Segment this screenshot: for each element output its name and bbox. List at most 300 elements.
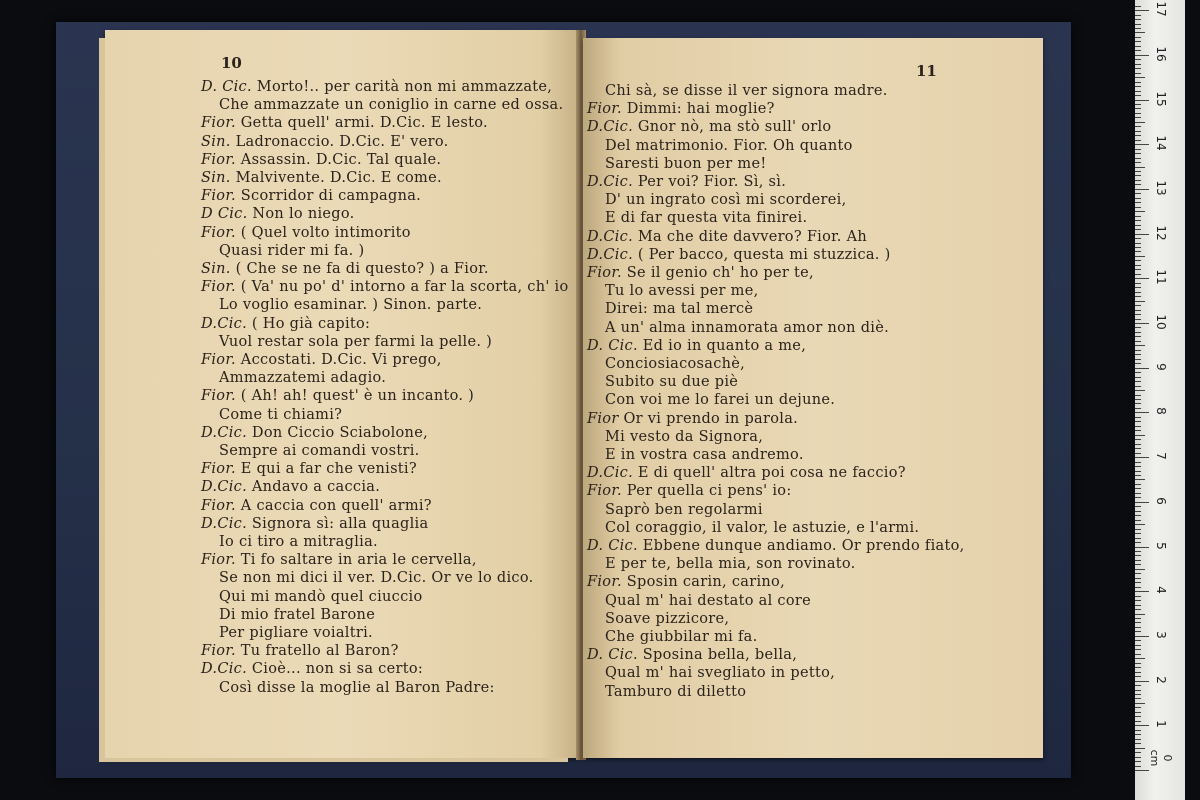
ruler-tick [1135, 395, 1141, 396]
ruler-tick [1135, 184, 1141, 185]
ruler-tick [1135, 573, 1141, 574]
line-text: Ammazzatemi adagio. [219, 370, 387, 387]
line-text: Saresti buon per me! [605, 155, 767, 172]
ruler-tick [1135, 430, 1141, 431]
text-line [605, 355, 745, 373]
line-text: Che giubbilar mi fa. [605, 629, 758, 645]
ruler-tick [1135, 712, 1141, 713]
ruler-tick [1135, 363, 1141, 364]
ruler-tick [1135, 555, 1141, 556]
line-text: Tu lo avessi per me, [605, 283, 759, 300]
text-line [201, 169, 442, 187]
ruler-tick [1135, 251, 1141, 252]
text-line [605, 683, 746, 701]
text-line [219, 296, 482, 314]
text-line [605, 373, 738, 391]
ruler-tick [1135, 721, 1141, 722]
line-text: Or vi prendo in parola. [618, 410, 799, 427]
text-line [605, 428, 763, 446]
line-text: E in vostra casa andremo. [605, 447, 804, 463]
ruler-tick [1135, 631, 1141, 632]
ruler-tick [1135, 359, 1141, 360]
ruler-tick [1135, 667, 1141, 668]
ruler-number: 13 [1154, 180, 1168, 196]
ruler-tick [1135, 502, 1149, 503]
ruler-tick [1135, 292, 1141, 293]
ruler-tick [1135, 336, 1141, 337]
text-line [201, 78, 552, 96]
text-line [587, 228, 867, 246]
speaker-name: Fior. [201, 151, 236, 168]
line-text: Soave pizzicore, [605, 610, 730, 627]
ruler-tick [1135, 19, 1141, 20]
line-text: Saprò ben regolarmi [605, 501, 763, 518]
line-text: A un' alma innamorata amor non diè. [605, 319, 890, 336]
text-line [201, 424, 428, 442]
ruler-tick [1135, 229, 1141, 230]
ruler-tick [1135, 716, 1141, 717]
line-text: ( Per bacco, questa mi stuzzica. ) [632, 246, 891, 263]
ruler-tick [1135, 211, 1145, 212]
ruler-tick [1135, 189, 1149, 190]
line-text: Chi sà, se disse il ver signora madre. [605, 83, 888, 99]
text-line [587, 410, 798, 428]
ruler-tick [1135, 734, 1141, 735]
ruler-tick [1135, 15, 1141, 16]
speaker-name: D.Cic. [587, 465, 633, 482]
ruler-tick [1135, 122, 1145, 123]
ruler-tick [1135, 220, 1141, 221]
ruler-number: 12 [1154, 224, 1168, 241]
text-line [201, 224, 411, 242]
ruler-tick [1135, 649, 1141, 650]
ruler-tick [1135, 435, 1145, 436]
ruler-tick [1135, 104, 1141, 105]
ruler-tick [1135, 162, 1141, 163]
ruler-number: 3 [1154, 631, 1168, 639]
speaker-name: D. Cic. [587, 337, 638, 354]
text-line [219, 533, 378, 551]
text-line [605, 191, 847, 209]
ruler-tick [1135, 86, 1141, 87]
speaker-name: Fior. [201, 461, 236, 478]
ruler-tick [1135, 761, 1141, 762]
ruler-tick [1135, 193, 1141, 194]
ruler-tick [1135, 645, 1141, 646]
ruler-tick [1135, 703, 1145, 704]
ruler-tick [1135, 50, 1141, 51]
line-text: Morto!.. per carità non mi ammazzate, [251, 79, 553, 95]
ruler-tick [1135, 278, 1149, 279]
ruler-tick [1135, 622, 1141, 623]
speaker-name: Sin. [201, 261, 231, 277]
ruler-number: 5 [1154, 541, 1168, 550]
ruler-tick [1135, 131, 1141, 132]
ruler-tick [1135, 167, 1145, 168]
speaker-name: Fior. [201, 352, 236, 368]
ruler-tick [1135, 457, 1149, 458]
text-line [605, 391, 835, 409]
ruler-tick [1135, 135, 1141, 136]
line-text: Mi vesto da Signora, [605, 428, 764, 445]
ruler-tick [1135, 627, 1141, 628]
ruler-tick [1135, 743, 1141, 744]
ruler-tick [1135, 113, 1141, 114]
ruler-tick [1135, 153, 1141, 154]
line-text: E per te, bella mia, son rovinato. [605, 556, 856, 573]
text-line [587, 246, 891, 264]
ruler-number: 17 [1154, 1, 1168, 17]
measurement-ruler [1135, 0, 1185, 800]
line-text: Tu fratello al Baron? [235, 643, 399, 660]
speaker-name: D.Cic. [201, 661, 247, 678]
ruler-tick [1135, 350, 1141, 351]
line-text: Se il genio ch' ho per te, [621, 265, 814, 281]
text-line [219, 588, 422, 606]
ruler-number: 1 [1154, 720, 1168, 729]
speaker-name: D. Cic. [201, 79, 252, 95]
line-text: Qual m' hai destato al core [605, 592, 811, 609]
line-text: ( Va' nu po' d' intorno a far la scorta, ch' io [235, 279, 569, 296]
line-text: E di quell' altra poi cosa ne faccio? [632, 465, 906, 482]
ruler-tick [1135, 175, 1141, 176]
line-text: Se non mi dici il ver. D.Cic. Or ve lo dico. [219, 570, 534, 587]
speaker-name: D.Cic. [201, 424, 247, 441]
speaker-name: D.Cic. [587, 246, 633, 263]
line-text: Accostati. D.Cic. Vi prego, [235, 352, 442, 368]
ruler-tick [1135, 381, 1141, 382]
page-number-right: 11 [916, 62, 937, 80]
ruler-tick [1135, 180, 1141, 181]
line-text: ( Ho già capito: [246, 315, 371, 332]
ruler-number: 8 [1154, 407, 1168, 416]
text-line [201, 660, 423, 678]
ruler-tick [1135, 319, 1141, 320]
ruler-tick [1135, 37, 1141, 38]
ruler-tick [1135, 605, 1141, 606]
ruler-tick [1135, 538, 1141, 539]
text-line [201, 133, 449, 151]
line-text: Ed io in quanto a me, [637, 337, 807, 354]
line-text: Andavo a caccia. [246, 479, 381, 496]
ruler-tick [1135, 256, 1145, 257]
ruler-tick [1135, 730, 1141, 731]
text-line [605, 209, 807, 227]
ruler-tick [1135, 497, 1141, 498]
ruler-tick [1135, 520, 1141, 521]
line-text: Che ammazzate un coniglio in carne ed ossa. [219, 97, 564, 114]
ruler-tick [1135, 770, 1149, 771]
ruler-tick [1135, 46, 1141, 47]
ruler-tick [1135, 752, 1141, 753]
line-text: Assassin. D.Cic. Tal quale. [235, 151, 442, 168]
ruler-tick [1135, 274, 1141, 275]
line-text: Sposin carin, carino, [621, 574, 785, 591]
text-line [605, 592, 811, 610]
speaker-name: Sin. [201, 133, 231, 150]
ruler-tick [1135, 171, 1141, 172]
ruler-tick [1135, 386, 1141, 387]
ruler-tick [1135, 672, 1141, 673]
ruler-tick [1135, 475, 1141, 476]
ruler-tick [1135, 725, 1149, 726]
line-text: E di far questa vita finirei. [605, 210, 808, 227]
text-line [201, 205, 355, 223]
ruler-tick [1135, 269, 1141, 270]
ruler-tick [1135, 225, 1141, 226]
ruler-tick [1135, 582, 1141, 583]
text-line [605, 300, 753, 318]
ruler-tick [1135, 77, 1145, 78]
ruler-tick [1135, 73, 1141, 74]
ruler-number: 4 [1154, 586, 1168, 594]
ruler-tick [1135, 158, 1141, 159]
ruler-tick [1135, 95, 1141, 96]
ruler-tick [1135, 296, 1141, 297]
speaker-name: Fior. [587, 265, 622, 281]
ruler-tick [1135, 766, 1141, 767]
ruler-tick [1135, 484, 1141, 485]
ruler-tick [1135, 609, 1141, 610]
text-line [219, 679, 495, 697]
ruler-number: 6 [1154, 496, 1168, 505]
ruler-tick [1135, 412, 1149, 413]
line-text: Malvivente. D.Cic. E come. [230, 170, 442, 186]
ruler-tick [1135, 466, 1141, 467]
ruler-tick [1135, 100, 1149, 101]
ruler-tick [1135, 399, 1141, 400]
ruler-number: 9 [1154, 362, 1168, 371]
ruler-tick [1135, 547, 1149, 548]
ruler-tick [1135, 345, 1145, 346]
ruler-tick [1135, 28, 1141, 29]
speaker-name: Fior. [587, 101, 622, 118]
ruler-tick [1135, 327, 1141, 328]
ruler-tick [1135, 640, 1141, 641]
ruler-tick [1135, 511, 1141, 512]
ruler-number: 7 [1154, 452, 1168, 460]
speaker-name: D. Cic. [587, 538, 638, 554]
text-line [201, 460, 417, 478]
speaker-name: Fior. [201, 388, 236, 405]
text-line [605, 664, 835, 682]
ruler-tick [1135, 216, 1141, 217]
line-text: Con voi me lo farei un dejune. [605, 392, 836, 409]
ruler-tick [1135, 207, 1141, 208]
right-page [583, 38, 1043, 758]
text-line [587, 537, 965, 555]
text-line [605, 446, 804, 464]
text-line [201, 642, 399, 660]
ruler-tick [1135, 314, 1141, 315]
ruler-tick [1135, 283, 1141, 284]
ruler-tick [1135, 354, 1141, 355]
ruler-tick [1135, 426, 1141, 427]
line-text: Conciosiacosachè, [605, 356, 746, 372]
ruler-tick [1135, 448, 1141, 449]
ruler-tick [1135, 41, 1141, 42]
line-text: Di mio fratel Barone [219, 606, 376, 623]
ruler-tick [1135, 247, 1141, 248]
text-line [201, 351, 442, 369]
text-line [201, 151, 441, 169]
ruler-tick [1135, 238, 1141, 239]
line-text: Ebbene dunque andiamo. Or prendo fiato, [637, 538, 965, 554]
ruler-tick [1135, 551, 1141, 552]
text-line [201, 315, 370, 333]
ruler-tick [1135, 287, 1141, 288]
ruler-number: 16 [1154, 46, 1168, 62]
text-line [587, 482, 792, 500]
line-text: ( Ah! ah! quest' è un incanto. ) [235, 388, 475, 405]
ruler-tick [1135, 64, 1141, 65]
ruler-tick [1135, 591, 1149, 592]
ruler-tick [1135, 260, 1141, 261]
ruler-tick [1135, 439, 1141, 440]
ruler-tick [1135, 506, 1141, 507]
text-line [605, 610, 729, 628]
ruler-tick [1135, 600, 1141, 601]
ruler-tick [1135, 578, 1141, 579]
ruler-tick [1135, 10, 1149, 11]
line-text: Scorridor di campagna. [235, 188, 422, 205]
ruler-tick [1135, 694, 1141, 695]
text-line [201, 187, 421, 205]
speaker-name: D Cic. [201, 206, 248, 223]
line-text: Subito su due piè [605, 374, 739, 391]
line-text: Tamburo di diletto [605, 683, 747, 700]
ruler-tick [1135, 59, 1141, 60]
ruler-tick [1135, 493, 1141, 494]
speaker-name: Fior. [587, 574, 622, 591]
line-text: Direi: ma tal mercè [605, 301, 754, 318]
ruler-tick [1135, 614, 1145, 615]
ruler-tick [1135, 560, 1141, 561]
ruler-tick [1135, 372, 1141, 373]
ruler-unit-label: 0 cm [1148, 749, 1174, 767]
line-text: Qual m' hai svegliato in petto, [605, 665, 836, 682]
ruler-tick [1135, 529, 1141, 530]
ruler-tick [1135, 681, 1149, 682]
ruler-tick [1135, 471, 1141, 472]
ruler-tick [1135, 144, 1149, 145]
ruler-tick [1135, 658, 1145, 659]
text-line [201, 515, 428, 533]
speaker-name: D.Cic. [201, 479, 247, 496]
speaker-name: Fior. [201, 188, 236, 205]
line-text: Sposina bella, bella, [637, 647, 798, 664]
text-line [587, 100, 775, 118]
speaker-name: Sin. [201, 170, 231, 186]
ruler-tick [1135, 126, 1141, 127]
ruler-tick [1135, 636, 1149, 637]
ruler-tick [1135, 6, 1141, 7]
ruler-tick [1135, 569, 1145, 570]
ruler-tick [1135, 149, 1141, 150]
line-text: ( Quel volto intimorito [235, 224, 411, 241]
ruler-tick [1135, 524, 1145, 525]
ruler-tick [1135, 462, 1141, 463]
ruler-number: 11 [1154, 269, 1168, 285]
ruler-tick [1135, 408, 1141, 409]
speaker-name: Fior. [587, 483, 622, 500]
ruler-number: 14 [1154, 135, 1168, 151]
ruler-tick [1135, 444, 1141, 445]
line-text: Qui mi mandò quel ciuccio [219, 588, 423, 605]
ruler-tick [1135, 654, 1141, 655]
text-line [219, 333, 492, 351]
line-text: Per quella ci pens' io: [621, 483, 792, 500]
ruler-tick [1135, 739, 1141, 740]
speaker-name: Fior. [201, 552, 236, 569]
line-text: Per pigliare voialtri. [219, 625, 373, 641]
text-line [587, 118, 831, 136]
ruler-tick [1135, 198, 1141, 199]
line-text: Quasi rider mi fa. ) [219, 242, 365, 259]
line-text: Vuol restar sola per farmi la pelle. ) [219, 333, 493, 350]
ruler-tick [1135, 243, 1141, 244]
left-page [105, 30, 578, 758]
text-line [219, 242, 364, 260]
line-text: Per voi? Fior. Sì, sì. [632, 174, 787, 190]
ruler-tick [1135, 55, 1149, 56]
ruler-tick [1135, 479, 1145, 480]
ruler-tick [1135, 421, 1141, 422]
text-line [219, 442, 420, 460]
line-text: Dimmi: hai moglie? [621, 101, 775, 118]
text-line [219, 569, 534, 587]
text-line [201, 114, 488, 132]
ruler-tick [1135, 707, 1141, 708]
ruler-tick [1135, 108, 1141, 109]
text-line [605, 319, 889, 337]
speaker-name: Fior. [201, 115, 236, 132]
ruler-tick [1135, 24, 1141, 25]
ruler-tick [1135, 117, 1141, 118]
ruler-tick [1135, 488, 1141, 489]
line-text: Così disse la moglie al Baron Padre: [219, 679, 495, 696]
ruler-tick [1135, 417, 1141, 418]
text-line [201, 551, 477, 569]
text-line [201, 260, 489, 278]
line-text: Cioè... non si sa certo: [246, 661, 424, 678]
text-line [605, 628, 758, 646]
text-line [201, 278, 569, 296]
speaker-name: D.Cic. [587, 119, 633, 136]
ruler-tick [1135, 332, 1141, 333]
text-line [219, 624, 373, 642]
ruler-tick [1135, 587, 1141, 588]
speaker-name: Fior. [201, 279, 236, 296]
ruler-tick [1135, 140, 1141, 141]
ruler-tick [1135, 234, 1149, 235]
line-text: Sempre ai comandi vostri. [219, 443, 420, 459]
speaker-name: D.Cic. [587, 174, 633, 190]
ruler-tick [1135, 663, 1141, 664]
page-number-left: 10 [221, 54, 242, 72]
ruler-tick [1135, 305, 1141, 306]
ruler-tick [1135, 323, 1149, 324]
ruler-tick [1135, 757, 1141, 758]
line-text: Ti fo saltare in aria le cervella, [235, 552, 477, 569]
ruler-tick [1135, 748, 1145, 749]
ruler-number: 2 [1154, 675, 1168, 684]
speaker-name: Fior. [201, 643, 236, 660]
text-line [605, 82, 888, 100]
ruler-tick [1135, 515, 1141, 516]
line-text: Getta quell' armi. D.Cic. E lesto. [235, 115, 488, 132]
line-text: Io ci tiro a mitraglia. [219, 534, 378, 550]
